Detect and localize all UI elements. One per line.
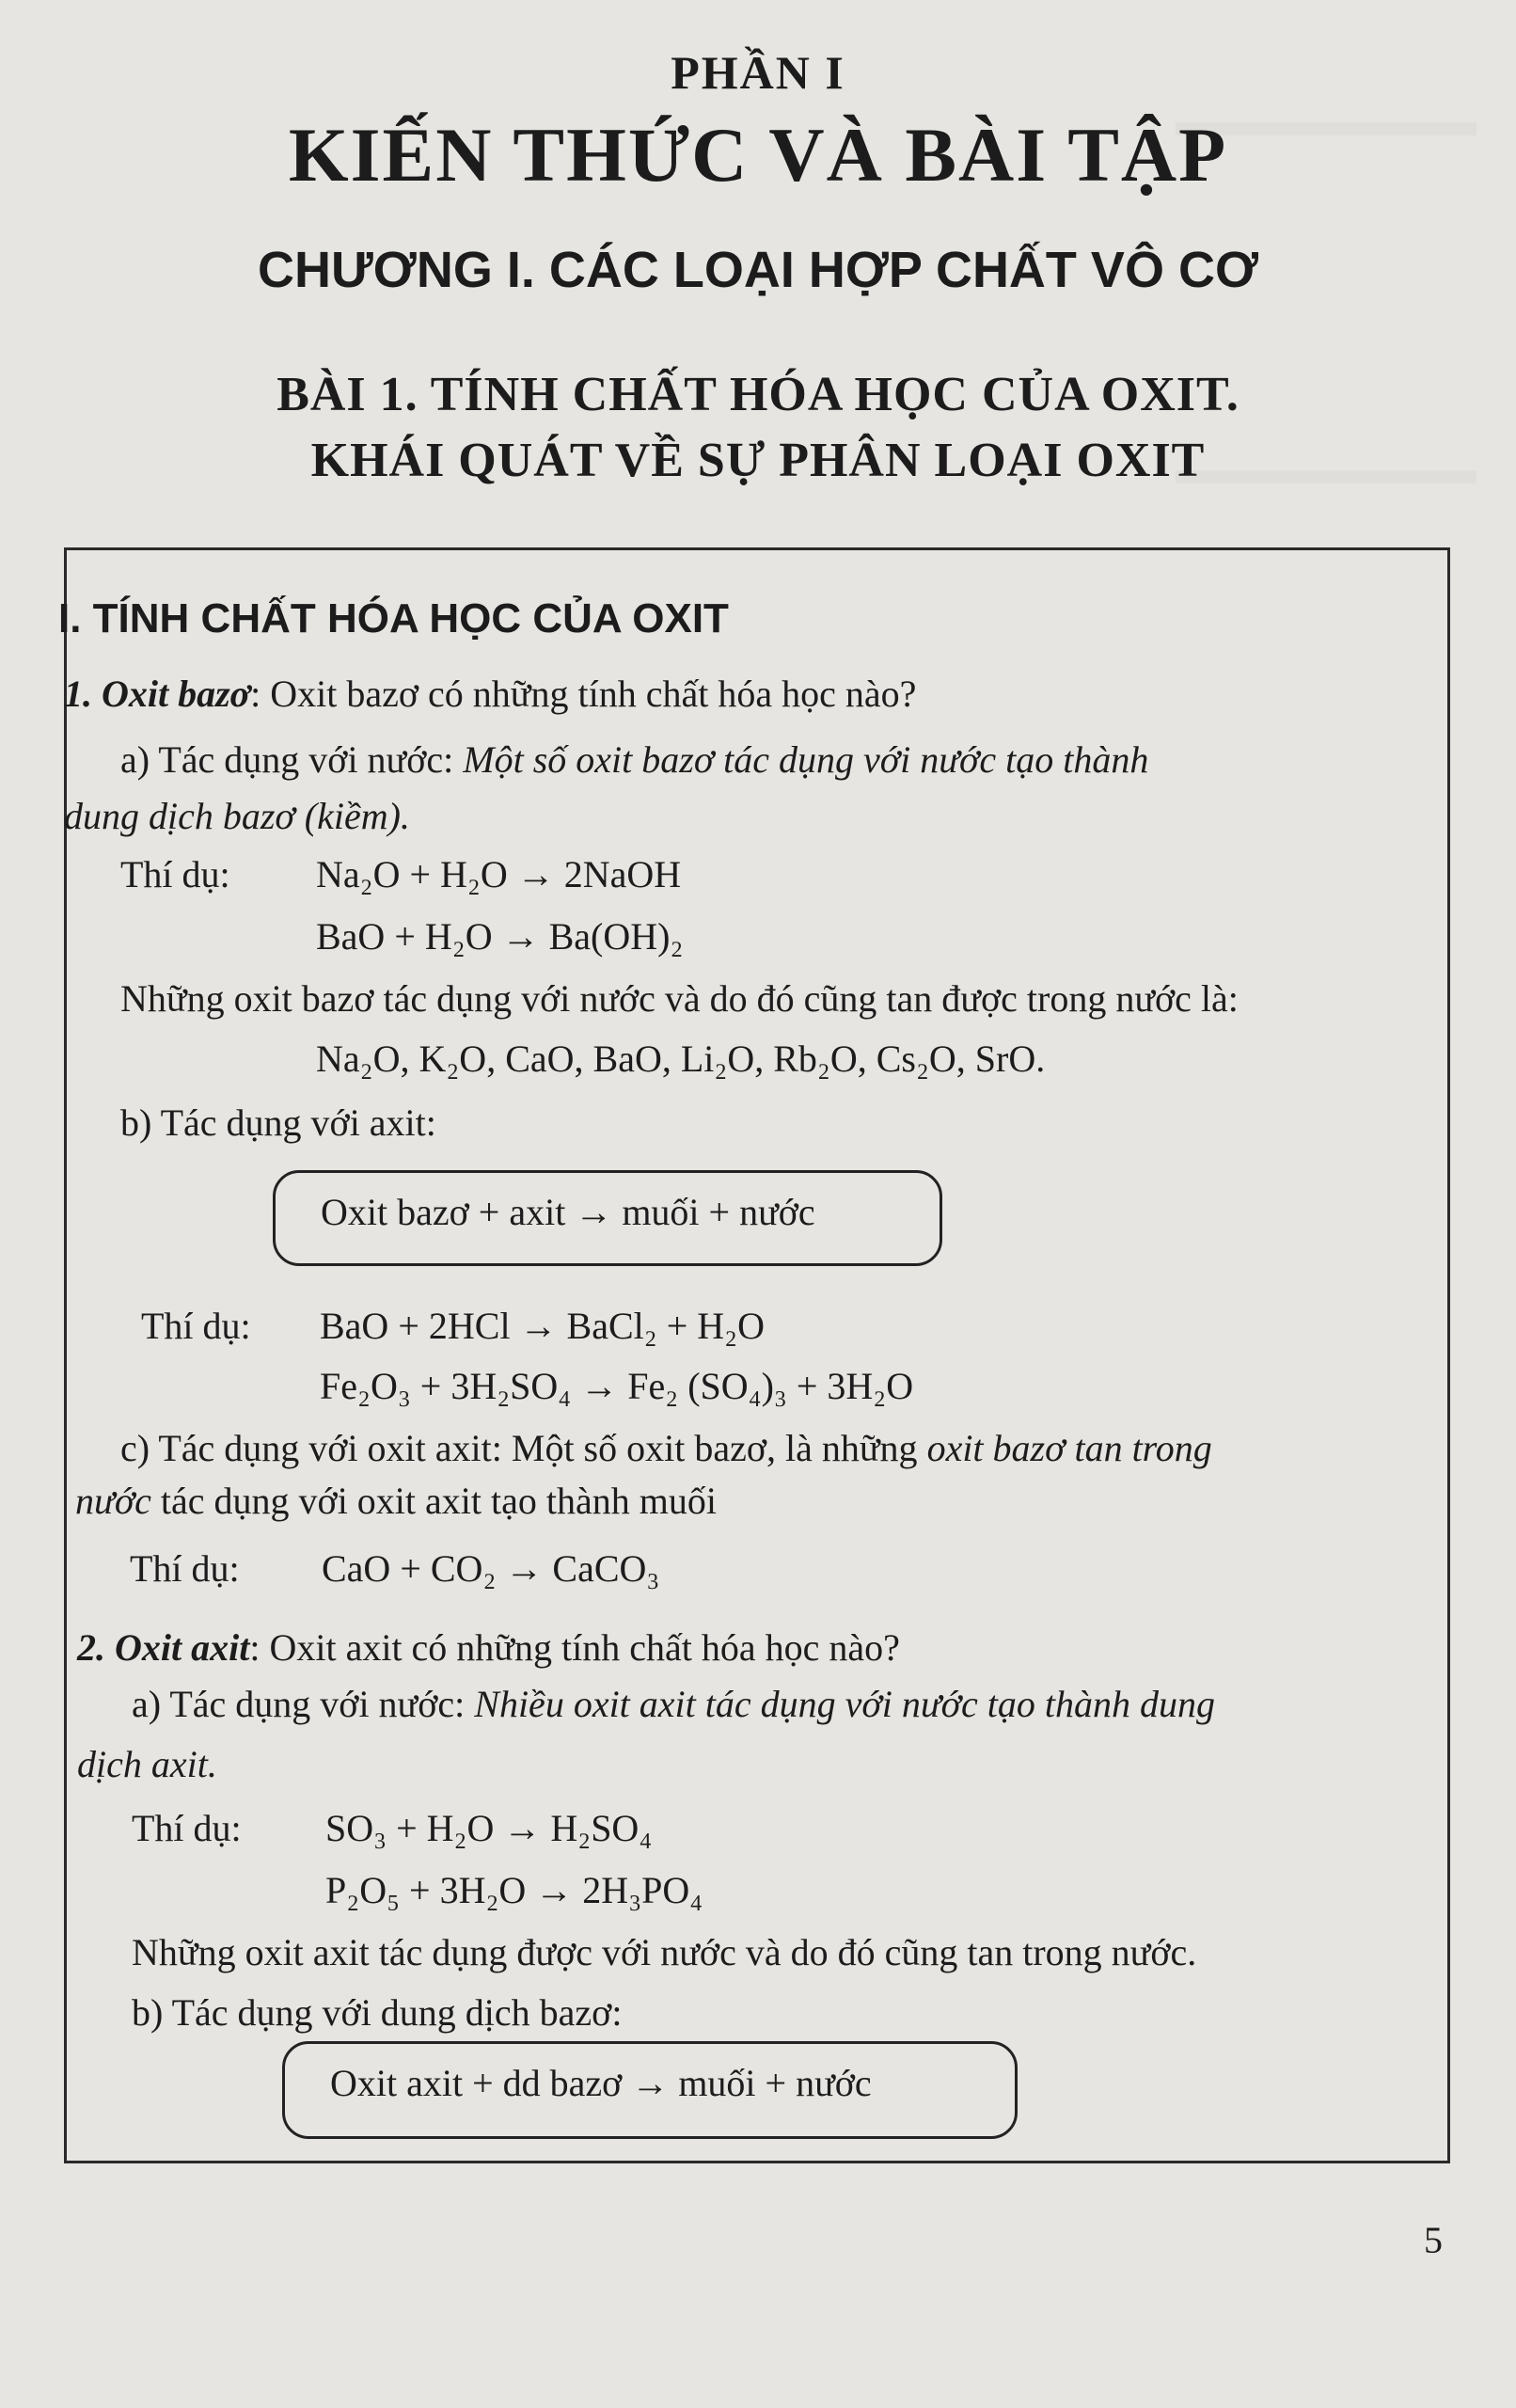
acidic-soluble-text: Những oxit axit tác dụng được với nước và do đó cũng tan trong nước.	[132, 1931, 1197, 1973]
basic-a-prefix: a) Tác dụng với nước:	[120, 738, 464, 781]
basic-c-italic-2: nước	[75, 1480, 151, 1522]
basic-c-example-label: Thí dụ:	[130, 1547, 240, 1590]
acidic-equation-2: P₂O₅ + 3H₂O → 2H₃PO₄	[325, 1869, 703, 1911]
acidic-b-label: b) Tác dụng với dung dịch bazơ:	[132, 1991, 623, 2034]
basic-acid-rule-box: Oxit bazơ + axit → muối + nước	[273, 1170, 942, 1266]
basic-c-rest: tác dụng với oxit axit tạo thành muối	[150, 1480, 717, 1522]
basic-a-italic-1: Một số oxit bazơ tác dụng với nước tạo thành	[463, 738, 1149, 781]
lesson-title-line-2: KHÁI QUÁT VỀ SỰ PHÂN LOẠI OXIT	[310, 434, 1206, 487]
acidic-a-line-2: dịch axit.	[77, 1743, 217, 1785]
basic-soluble-text: Những oxit bazơ tác dụng với nước và do đó cũng tan được trong nước là:	[120, 977, 1239, 1020]
basic-example-label: Thí dụ:	[120, 853, 230, 895]
acidic-oxide-question	[77, 1627, 900, 1669]
lesson-title-line-1: BÀI 1. TÍNH CHẤT HÓA HỌC CỦA OXIT.	[276, 368, 1240, 421]
basic-b-equation-1: BaO + 2HCl → BaCl₂ + H₂O	[320, 1305, 766, 1347]
book-title: KIẾN THỨC VÀ BÀI TẬP	[288, 112, 1228, 198]
basic-c-line-2	[75, 1481, 717, 1522]
basic-a-line-2: dung dịch bazơ (kiềm).	[64, 795, 410, 837]
page-number: 5	[1424, 2219, 1443, 2261]
acidic-oxide-title: 2. Oxit axit	[77, 1626, 250, 1669]
basic-b-equation-2: Fe₂O₃ + 3H₂SO₄ → Fe₂ (SO₄)₃ + 3H₂O	[320, 1365, 914, 1407]
basic-a-line-1	[120, 739, 1148, 781]
acidic-a-prefix: a) Tác dụng với nước:	[132, 1683, 475, 1725]
basic-equation-1: Na₂O + H₂O → 2NaOH	[316, 853, 682, 895]
basic-c-prefix: c) Tác dụng với oxit axit: Một số oxit bazơ, là những	[120, 1427, 927, 1469]
acidic-equation-1: SO₃ + H₂O → H₂SO₄	[325, 1807, 653, 1849]
section-heading: I. TÍNH CHẤT HÓA HỌC CỦA OXIT	[58, 595, 729, 642]
acidic-a-italic-1: Nhiều oxit axit tác dụng với nước tạo thành dung	[474, 1683, 1215, 1725]
acidic-a-line-1	[132, 1684, 1215, 1725]
basic-soluble-list: Na₂O, K₂O, CaO, BaO, Li₂O, Rb₂O, Cs₂O, SrO.	[316, 1038, 1046, 1080]
basic-c-equation-1: CaO + CO₂ → CaCO₃	[322, 1547, 660, 1590]
acidic-example-label: Thí dụ:	[132, 1807, 242, 1849]
basic-oxide-title: 1. Oxit bazơ	[64, 673, 251, 715]
chapter-title: CHƯƠNG I. CÁC LOẠI HỢP CHẤT VÔ CƠ	[257, 242, 1259, 298]
basic-b-label: b) Tác dụng với axit:	[120, 1101, 436, 1144]
basic-equation-2: BaO + H₂O → Ba(OH)₂	[316, 915, 684, 958]
basic-b-example-label: Thí dụ:	[141, 1305, 251, 1347]
part-label: PHẦN I	[671, 46, 845, 99]
acidic-oxide-question-text: : Oxit axit có những tính chất hóa học nào?	[249, 1626, 900, 1669]
basic-oxide-question	[64, 673, 916, 715]
acidic-base-rule-box: Oxit axit + dd bazơ → muối + nước	[282, 2041, 1018, 2139]
basic-oxide-question-text: : Oxit bazơ có những tính chất hóa học nào?	[250, 673, 917, 715]
basic-c-italic-1: oxit bazơ tan trong	[926, 1427, 1212, 1469]
basic-c-line-1	[120, 1428, 1212, 1469]
content-frame	[64, 547, 1450, 2163]
